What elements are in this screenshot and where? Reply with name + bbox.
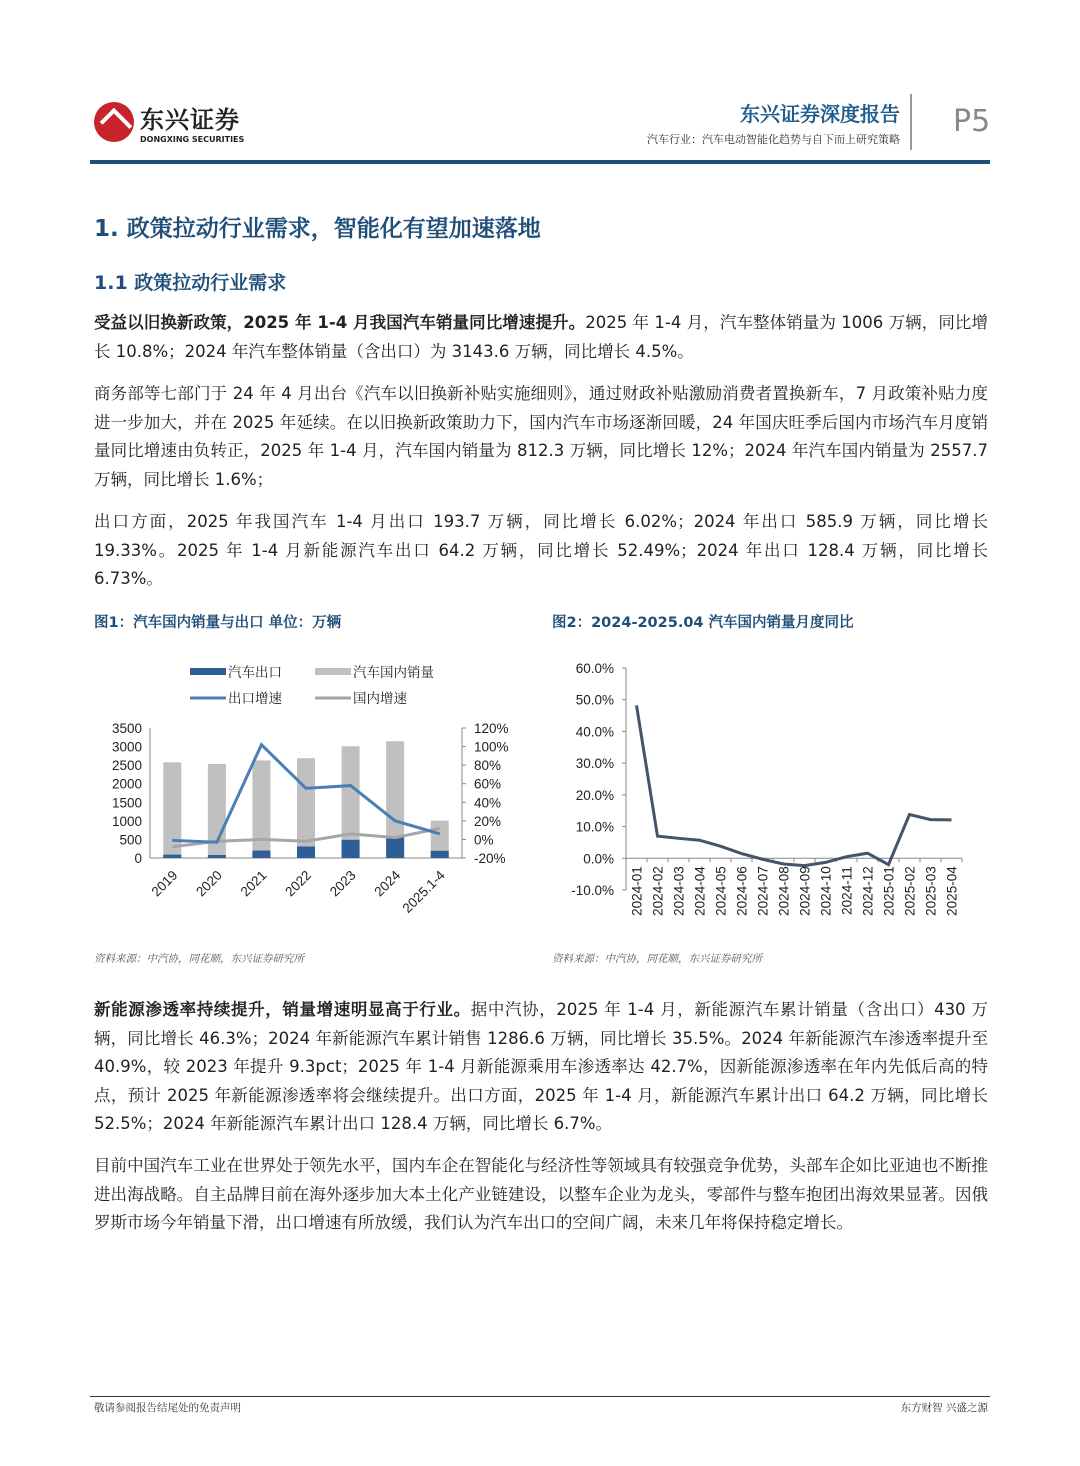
x-tick-label: 2024-08 (776, 866, 792, 916)
paragraph (94, 508, 988, 594)
y-tick-label-left: 2500 (111, 758, 142, 774)
bar-export (342, 840, 360, 858)
chart-domestic-export (90, 650, 540, 940)
paragraph (94, 380, 988, 494)
x-tick-label: 2025-02 (902, 866, 918, 916)
figure1-title: 图1：汽车国内销量与出口 单位：万辆 (94, 615, 342, 631)
x-tick-label: 2024-06 (734, 866, 750, 916)
bar-domestic (208, 764, 226, 858)
company-logo (94, 100, 244, 144)
x-tick-label: 2024 (371, 867, 404, 900)
y-tick-label-right: 80% (474, 758, 502, 774)
x-tick-label: 2024-11 (839, 866, 855, 915)
x-tick-label: 2019 (148, 867, 181, 900)
paragraph-lead: 受益以旧换新政策，2025 年 1-4 月我国汽车销量同比增速提升。 (94, 313, 586, 332)
bar-domestic (252, 760, 270, 858)
x-tick-label: 2024-05 (713, 866, 729, 916)
x-tick-label: 2020 (193, 867, 225, 900)
figure2-source: 资料来源：中汽协，同花顺，东兴证券研究所 (552, 953, 762, 965)
y-tick-label: 20.0% (575, 787, 614, 803)
y-tick-label: 10.0% (575, 819, 614, 835)
header-divider (910, 94, 912, 150)
y-tick-label-left: 2000 (111, 776, 142, 792)
subsection-heading: 1.1 政策拉动行业需求 (94, 272, 287, 294)
logo-mark-icon (94, 102, 134, 142)
paragraph-text: 据中汽协，2025 年 1-4 月，新能源汽车累计销量（含出口）430 万辆，同比增长 46.3%；2024 年新能源汽车累计销售 1286.6 万辆，同比增长 35.5%。2024 年新能源汽车渗透率提升至 40.9%，较 2023 年提升 9.3pct；2025 年 1-4 月新能源乘用车渗透率达 42.7%，因新能源渗透率在年内先低后高的特点，预计 2025 年新能源渗透率将会继续提升。出口方面，2025 年 1-4 月，新能源汽车累计出口 64.2 万辆，同比增长 52.5%；2024 年新能源汽车累计出口 128.4 万辆，同比增长 6.7%。 (94, 1000, 989, 1133)
y-tick-label: 30.0% (575, 756, 614, 772)
x-tick-label: 2025-03 (923, 866, 939, 916)
y-tick-label-left: 500 (119, 832, 142, 848)
y-tick-label-left: 0 (134, 851, 142, 866)
paragraph-text: 2025 年 1-4 月，汽车整体销量为 1006 万辆，同比增长 10.8%；2024 年汽车整体销量（含出口）为 3143.6 万辆，同比增长 4.5%。 (94, 313, 989, 361)
x-tick-label: 2024-09 (797, 866, 813, 916)
y-tick-label-left: 3500 (111, 721, 142, 736)
y-tick-label-right: 120% (474, 721, 509, 736)
legend-label: 出口增速 (228, 691, 282, 706)
bar-domestic (297, 758, 315, 858)
legend-swatch (315, 668, 351, 675)
logo-cn: 东兴证券 (140, 106, 240, 134)
bar-export (208, 855, 226, 858)
y-tick-label: 40.0% (575, 724, 614, 740)
x-tick-label: 2022 (282, 867, 315, 900)
y-tick-label-left: 3000 (111, 739, 142, 755)
y-tick-label-right: -20% (474, 851, 506, 866)
paragraph (94, 1152, 988, 1238)
figure1-source: 资料来源：中汽协，同花顺，东兴证券研究所 (94, 953, 304, 965)
x-tick-label: 2025-01 (881, 866, 897, 916)
footer-rule (90, 1396, 990, 1397)
paragraph-text: 商务部等七部门于 24 年 4 月出台《汽车以旧换新补贴实施细则》，通过财政补贴激励消费者置换新车，7 月政策补贴力度进一步加大，并在 2025 年延续。在以旧换新政策助力下，国内汽车市场逐渐回暖，24 年国庆旺季后国内市场汽车月度销量同比增速由负转正，2025 年 1-4 月，汽车国内销量为 812.3 万辆，同比增长 12%；2024 年汽车国内销量为 2557.7 万辆，同比增长 1.6%； (94, 384, 988, 489)
x-tick-label: 2024-01 (629, 866, 645, 916)
y-tick-label-right: 100% (474, 739, 509, 755)
bar-export (431, 851, 449, 858)
y-tick-label-right: 40% (474, 795, 502, 811)
x-tick-label: 2024-10 (818, 866, 834, 916)
x-tick-label: 2024-02 (650, 866, 666, 916)
y-tick-label: -10.0% (571, 883, 614, 898)
x-tick-label: 2024-07 (755, 866, 771, 916)
x-tick-label: 2024-04 (692, 866, 708, 916)
x-tick-label: 2023 (326, 867, 359, 900)
section-heading: 1. 政策拉动行业需求，智能化有望加速落地 (94, 216, 541, 242)
footer-disclaimer: 敬请参阅报告结尾处的免责声明 (94, 1402, 241, 1414)
x-tick-label: 2025-04 (944, 866, 960, 916)
y-tick-label-right: 60% (474, 776, 502, 792)
bar-domestic (163, 762, 181, 858)
x-tick-label: 2021 (237, 867, 270, 900)
line-monthly-yoy (637, 705, 952, 865)
y-tick-label-left: 1000 (111, 813, 142, 829)
paragraph-text: 出口方面，2025 年我国汽车 1-4 月出口 193.7 万辆，同比增长 6.02%；2024 年出口 585.9 万辆，同比增长 19.33%。2025 年 1-4 月新能源汽车出口 64.2 万辆，同比增长 52.49%；2024 年出口 128.4 万辆，同比增长 6.73%。 (94, 512, 988, 588)
bar-export (163, 855, 181, 858)
bar-export (252, 851, 270, 858)
paragraph-text: 目前中国汽车工业在世界处于领先水平，国内车企在智能化与经济性等领域具有较强竞争优势，头部车企如比亚迪也不断推进出海战略。自主品牌目前在海外逐步加大本土化产业链建设，以整车企业为龙头，零部件与整车抱团出海效果显著。因俄罗斯市场今年销量下滑，出口增速有所放缓，我们认为汽车出口的空间广阔，未来几年将保持稳定增长。 (94, 1156, 988, 1232)
footer-slogan: 东方财智 兴盛之源 (900, 1402, 988, 1414)
legend-label: 汽车出口 (228, 665, 282, 680)
y-tick-label-right: 20% (474, 813, 502, 829)
figure2-title: 图2：2024-2025.04 汽车国内销量月度同比 (552, 615, 854, 631)
y-tick-label: 50.0% (575, 692, 614, 708)
bar-export (297, 846, 315, 858)
legend-label: 汽车国内销量 (353, 665, 434, 680)
chart-monthly-yoy (548, 650, 988, 940)
header-rule (90, 160, 990, 164)
page-number: P5 (953, 104, 991, 139)
report-subtitle: 汽车行业：汽车电动智能化趋势与自下而上研究策略 (647, 133, 900, 146)
report-title: 东兴证券深度报告 (740, 102, 900, 126)
paragraph (94, 996, 988, 1139)
x-tick-label: 2024-03 (671, 866, 687, 916)
x-tick-label: 2024-12 (860, 866, 876, 916)
y-tick-label-left: 1500 (111, 795, 142, 811)
x-tick-label: 2025.1-4 (399, 867, 448, 916)
bar-export (386, 836, 404, 858)
legend-swatch (190, 668, 226, 675)
paragraph-lead: 新能源渗透率持续提升，销量增速明显高于行业。 (94, 1000, 471, 1019)
paragraph (94, 309, 988, 366)
y-tick-label-right: 0% (474, 832, 494, 848)
y-tick-label: 0.0% (583, 851, 614, 867)
y-tick-label: 60.0% (575, 661, 614, 676)
logo-en: DONGXING SECURITIES (140, 135, 245, 144)
legend-label: 国内增速 (353, 691, 407, 706)
